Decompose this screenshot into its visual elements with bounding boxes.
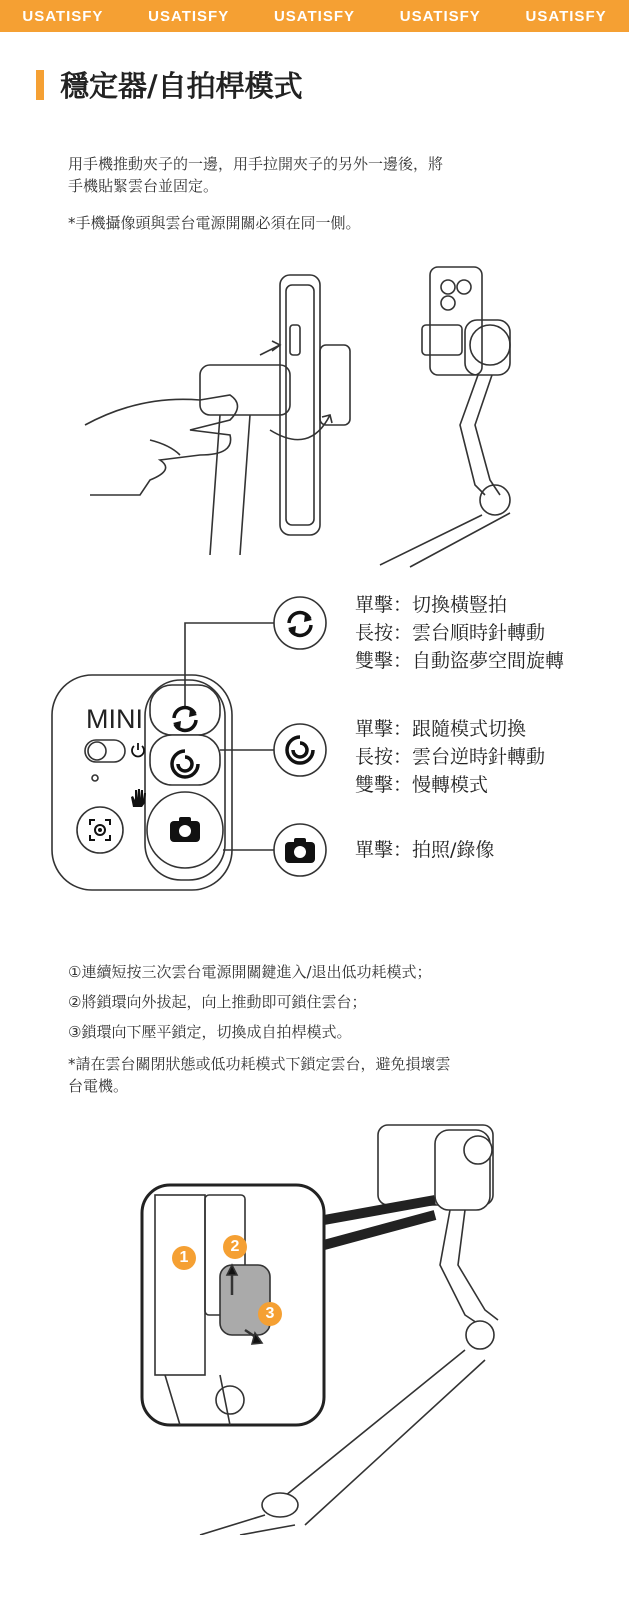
button-desc: 單擊：跟隨模式切換	[355, 718, 527, 740]
step-item: ②將鎖環向外拔起，向上推動即可鎖住雲台；	[68, 993, 367, 1011]
button-desc: 單擊：拍照/錄像	[355, 839, 495, 861]
button-desc: 長按：雲台逆時針轉動	[355, 746, 546, 768]
button-desc-group-3	[355, 836, 494, 864]
phone-mount-illustration	[80, 255, 550, 570]
swirl-icon[interactable]	[168, 747, 202, 781]
button-desc: 單擊：切換橫豎拍	[355, 594, 508, 616]
intro-note: *手機攝像頭與雲台電源開關必須在同一側。	[68, 214, 361, 232]
button-desc-group-2	[355, 715, 545, 799]
brand-name: USATISFY	[22, 7, 104, 25]
callout-2: 2	[223, 1235, 247, 1259]
button-desc-group-1	[355, 591, 564, 675]
camera-icon	[283, 835, 317, 865]
page-title: 穩定器/自拍桿模式	[60, 69, 303, 103]
brand-name: USATISFY	[148, 7, 230, 25]
warning-line: *請在雲台關閉狀態或低功耗模式下鎖定雲台，避免損壞雲	[68, 1055, 451, 1073]
warning-line: 台電機。	[68, 1077, 129, 1095]
focus-icon[interactable]	[88, 818, 112, 842]
swirl-icon	[283, 733, 317, 767]
lock-ring-illustration	[120, 1115, 540, 1535]
power-icon	[130, 742, 146, 758]
button-desc: 長按：雲台順時針轉動	[355, 622, 546, 644]
callout-3: 3	[258, 1302, 282, 1326]
camera-icon[interactable]	[168, 814, 202, 844]
step-item: ③鎖環向下壓平鎖定，切換成自拍桿模式。	[68, 1023, 352, 1041]
brand-name: USATISFY	[399, 7, 481, 25]
warning-text	[68, 1053, 451, 1097]
brand-name: USATISFY	[273, 7, 356, 25]
step-item: ①連續短按三次雲台電源開關鍵進入/退出低功耗模式；	[68, 963, 432, 981]
button-desc: 雙擊：自動盜夢空間旋轉	[355, 650, 565, 672]
intro-line: 用手機推動夾子的一邊，用手拉開夾子的另外一邊後，將	[68, 155, 444, 173]
remote-label: MINI	[86, 704, 143, 734]
button-desc: 雙擊：慢轉模式	[355, 774, 489, 796]
intro-line: 手機貼緊雲台並固定。	[68, 177, 219, 195]
rotate-icon[interactable]	[168, 702, 202, 736]
hand-icon	[128, 787, 148, 809]
intro-text	[68, 153, 443, 197]
brand-name: USATISFY	[525, 7, 607, 25]
brand-banner	[0, 0, 629, 32]
title-accent-bar	[36, 70, 44, 100]
steps-list	[68, 957, 432, 1047]
callout-1: 1	[172, 1246, 196, 1270]
section-title	[36, 64, 303, 105]
rotate-icon	[283, 607, 317, 641]
